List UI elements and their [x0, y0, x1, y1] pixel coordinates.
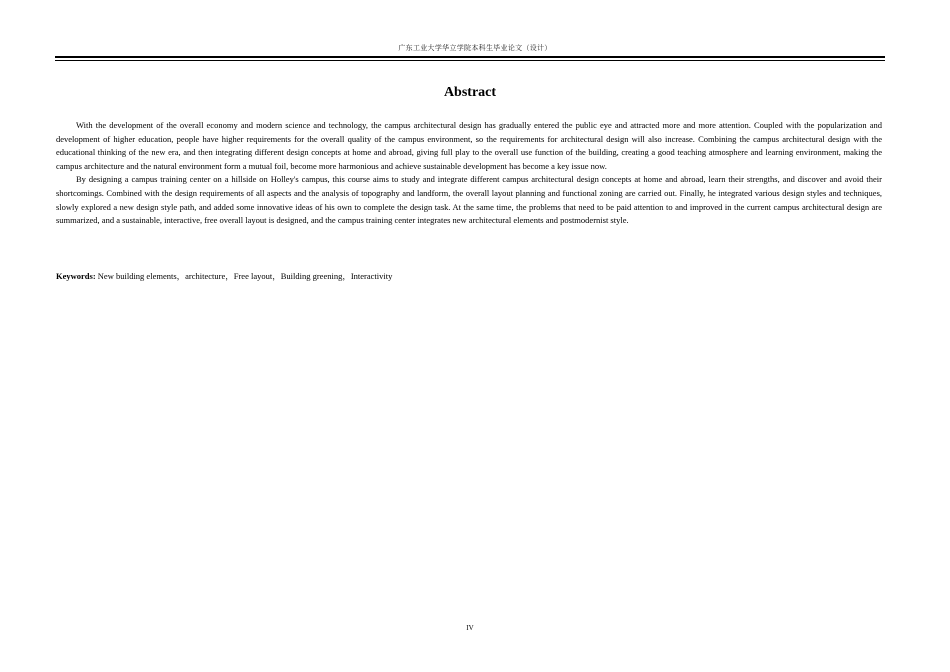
running-header: 广东工业大学华立学院本科生毕业论文（设计） [398, 44, 552, 52]
abstract-body [56, 119, 882, 228]
header-rule [55, 56, 885, 61]
keywords-label: Keywords: [56, 271, 96, 281]
page-number: IV [466, 624, 474, 632]
abstract-paragraph-2: By designing a campus training center on a hillside on Holley's campus, this course aims to study and integrate different campus architectural design concepts at home and abroad, learn their strengths, and discover and avoid their shortcomings. Combined with the design requirements of all aspects and the analysis of topography and landform, the overall layout planning and functional zoning are carried out. Finally, he integrated various design styles and techniques, slowly explored a new design style path, and added some innovative ideas of his own to complete the design task. At the same time, the problems that need to be paid attention to and improved in the current campus architectural design are summarized, and a sustainable, interactive, free overall layout is designed, and the campus training center integrates new architectural elements and postmodernist style. [56, 174, 882, 226]
abstract-paragraph-1: With the development of the overall economy and modern science and technology, the campus architectural design has gradually entered the public eye and attracted more and more attention. Coupled with the popularization and development of higher education, people have higher requirements for the overall quality of the campus environment, so the requirements for architectural design will also increase. Combining the campus architectural design with the educational thinking of the new era, and then integrating different design concepts at home and abroad, giving full play to the overall use function of the building, creating a good teaching atmosphere and learning environment, making the campus architecture and the natural environment form a mutual foil, become more harmonious and achieve sustainable development has become a key issue now. [56, 120, 882, 171]
abstract-heading: Abstract [443, 85, 497, 100]
keywords-text: New building elements，architecture，Free layout，Building greening，Interactivity [97, 271, 393, 281]
keywords-line [56, 270, 882, 283]
